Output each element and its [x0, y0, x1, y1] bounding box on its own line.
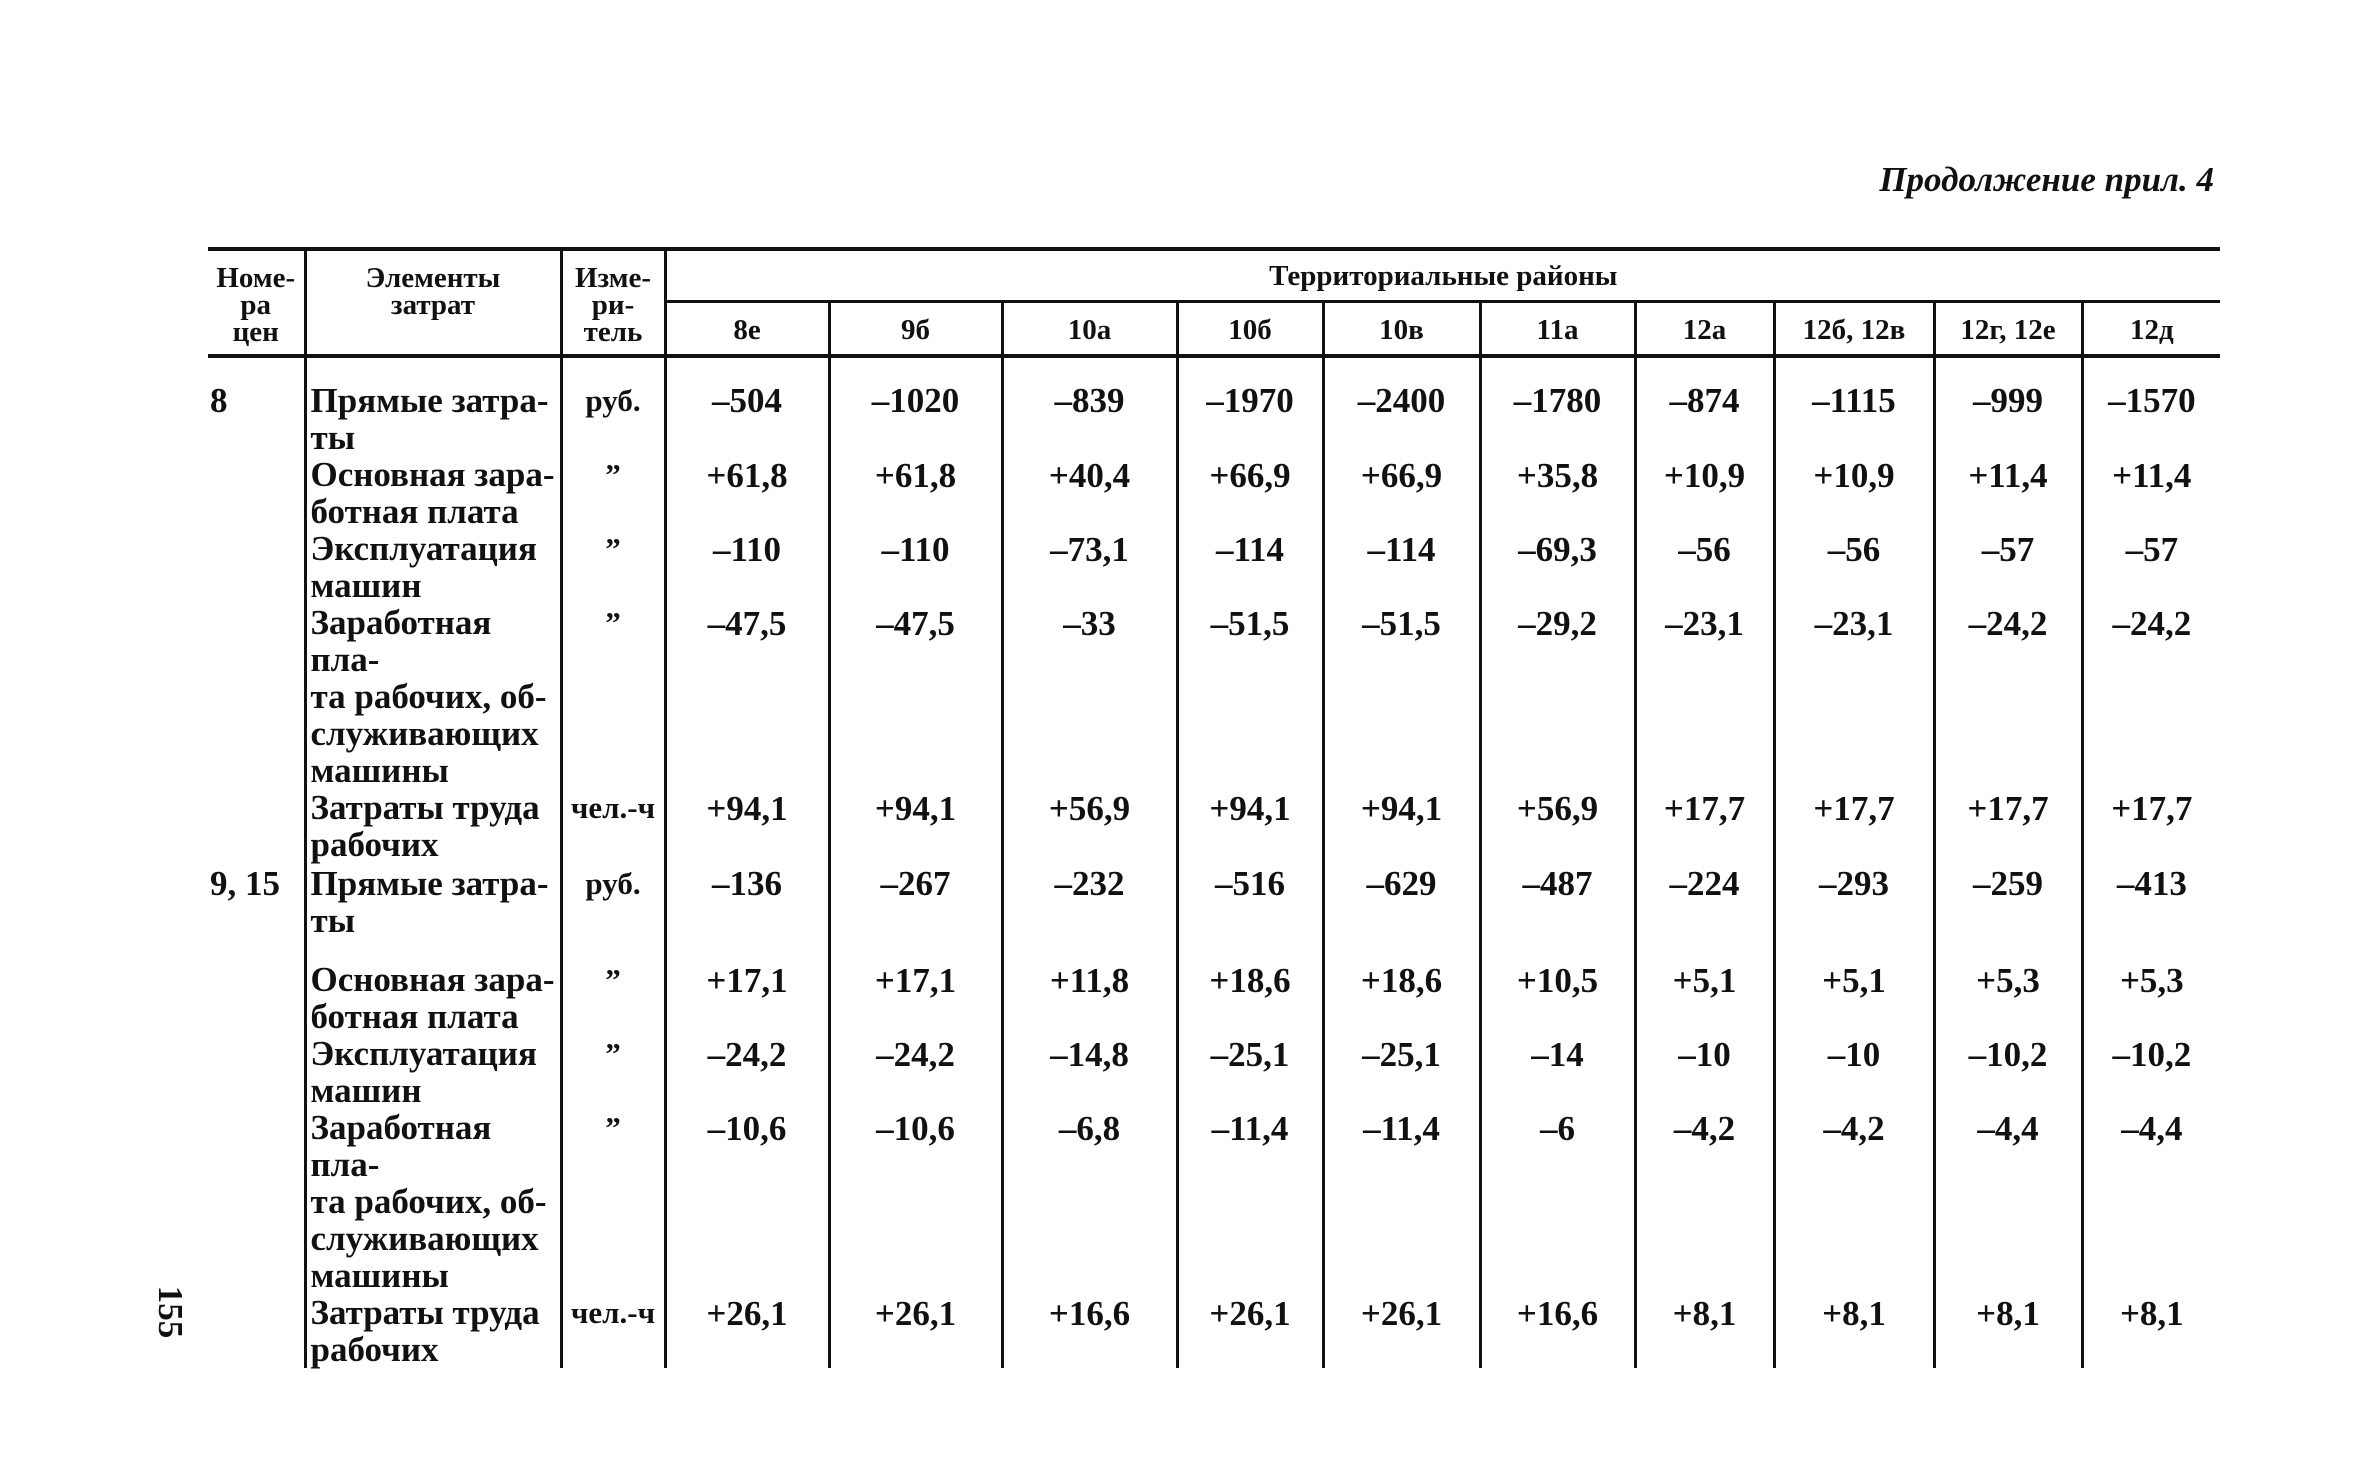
value-cell: –23,1 [1635, 604, 1774, 789]
value-cell: +10,9 [1774, 456, 1934, 530]
spacer-cell [1774, 356, 1934, 380]
value-cell: –2400 [1323, 380, 1480, 456]
value-cell: –51,5 [1323, 604, 1480, 789]
table-row [208, 789, 2220, 863]
value-cell: –29,2 [1480, 604, 1635, 789]
header-price-number: Номе- ра цен [208, 249, 305, 356]
value-cell: +11,4 [2082, 456, 2220, 530]
table-row [208, 530, 2220, 604]
table-row [208, 456, 2220, 530]
value-cell: +17,1 [665, 961, 829, 1035]
value-cell: –6 [1480, 1109, 1635, 1294]
value-cell: –293 [1774, 863, 1934, 961]
value-cell: +94,1 [1323, 789, 1480, 863]
value-cell: –14,8 [1002, 1035, 1177, 1109]
spacer-cell [208, 356, 305, 380]
cost-element-cell: Прямые затра- ты [305, 863, 561, 961]
spacer-cell [1323, 356, 1480, 380]
value-cell: +66,9 [1177, 456, 1323, 530]
unit-cell: ” [561, 1035, 665, 1109]
header-district: 12а [1635, 302, 1774, 357]
value-cell: –24,2 [829, 1035, 1002, 1109]
value-cell: –487 [1480, 863, 1635, 961]
unit-cell: чел.-ч [561, 1294, 665, 1368]
table-row [208, 1294, 2220, 1368]
value-cell: –24,2 [2082, 604, 2220, 789]
cost-element-cell: Затраты труда рабочих [305, 789, 561, 863]
value-cell: –69,3 [1480, 530, 1635, 604]
page-number: 155 [151, 1285, 190, 1339]
value-cell: –4,2 [1635, 1109, 1774, 1294]
header-district: 10а [1002, 302, 1177, 357]
value-cell: –11,4 [1177, 1109, 1323, 1294]
value-cell: –224 [1635, 863, 1774, 961]
value-cell: –259 [1934, 863, 2082, 961]
header-cost-elements: Элементы затрат [305, 249, 561, 356]
cost-element-cell: Затраты труда рабочих [305, 1294, 561, 1368]
value-cell: +5,3 [1934, 961, 2082, 1035]
value-cell: –47,5 [829, 604, 1002, 789]
header-district: 12д [2082, 302, 2220, 357]
spacer-cell [305, 356, 561, 380]
value-cell: +26,1 [1177, 1294, 1323, 1368]
value-cell: +11,8 [1002, 961, 1177, 1035]
value-cell: –10,6 [665, 1109, 829, 1294]
value-cell: –136 [665, 863, 829, 961]
cost-table [208, 247, 2220, 1368]
value-cell: –1780 [1480, 380, 1635, 456]
unit-cell: чел.-ч [561, 789, 665, 863]
value-cell: +5,1 [1635, 961, 1774, 1035]
value-cell: –56 [1774, 530, 1934, 604]
spacer-cell [561, 356, 665, 380]
value-cell: –232 [1002, 863, 1177, 961]
value-cell: +10,9 [1635, 456, 1774, 530]
price-number-cell: 9, 15 [210, 864, 280, 903]
table-caption: Продолжение прил. 4 [1879, 160, 2214, 199]
value-cell: +16,6 [1480, 1294, 1635, 1368]
price-number-cell [208, 530, 305, 604]
table-row [208, 863, 2220, 961]
value-cell: +16,6 [1002, 1294, 1177, 1368]
value-cell: +26,1 [1323, 1294, 1480, 1368]
unit-cell: руб. [561, 863, 665, 961]
spacer-cell [1934, 356, 2082, 380]
value-cell: +17,7 [2082, 789, 2220, 863]
header-district: 8е [665, 302, 829, 357]
value-cell: –999 [1934, 380, 2082, 456]
value-cell: +17,7 [1774, 789, 1934, 863]
value-cell: +5,3 [2082, 961, 2220, 1035]
spacer-cell [829, 356, 1002, 380]
value-cell: –6,8 [1002, 1109, 1177, 1294]
value-cell: +56,9 [1480, 789, 1635, 863]
header-district: 10в [1323, 302, 1480, 357]
unit-cell: ” [561, 604, 665, 789]
spacer-cell [665, 356, 829, 380]
value-cell: –14 [1480, 1035, 1635, 1109]
unit-cell: ” [561, 530, 665, 604]
value-cell: –10 [1635, 1035, 1774, 1109]
value-cell: –25,1 [1323, 1035, 1480, 1109]
value-cell: +26,1 [665, 1294, 829, 1368]
value-cell: +40,4 [1002, 456, 1177, 530]
value-cell: –874 [1635, 380, 1774, 456]
value-cell: +17,1 [829, 961, 1002, 1035]
value-cell: +94,1 [829, 789, 1002, 863]
value-cell: –10 [1774, 1035, 1934, 1109]
price-number-cell [208, 1109, 305, 1294]
value-cell: +5,1 [1774, 961, 1934, 1035]
value-cell: –4,4 [1934, 1109, 2082, 1294]
spacer-cell [1002, 356, 1177, 380]
header-district: 12б, 12в [1774, 302, 1934, 357]
value-cell: –1970 [1177, 380, 1323, 456]
value-cell: –114 [1323, 530, 1480, 604]
cost-element-cell: Эксплуатация машин [305, 1035, 561, 1109]
value-cell: –47,5 [665, 604, 829, 789]
cost-element-cell: Основная зара- ботная плата [305, 961, 561, 1035]
value-cell: –11,4 [1323, 1109, 1480, 1294]
value-cell: +8,1 [1934, 1294, 2082, 1368]
value-cell: +8,1 [1774, 1294, 1934, 1368]
spacer-cell [1480, 356, 1635, 380]
price-number-cell [208, 1294, 305, 1368]
header-district: 9б [829, 302, 1002, 357]
value-cell: +61,8 [829, 456, 1002, 530]
header-district: 10б [1177, 302, 1323, 357]
value-cell: –51,5 [1177, 604, 1323, 789]
price-number-cell [208, 961, 305, 1035]
value-cell: +11,4 [1934, 456, 2082, 530]
value-cell: +17,7 [1934, 789, 2082, 863]
value-cell: –110 [665, 530, 829, 604]
value-cell: +26,1 [829, 1294, 1002, 1368]
value-cell: –10,2 [1934, 1035, 2082, 1109]
spacer-cell [1177, 356, 1323, 380]
cost-element-cell: Заработная пла- та рабочих, об- служивающих машины [305, 1109, 561, 1294]
value-cell: –25,1 [1177, 1035, 1323, 1109]
value-cell: +10,5 [1480, 961, 1635, 1035]
value-cell: +17,7 [1635, 789, 1774, 863]
header-unit: Изме- ри- тель [561, 249, 665, 356]
spacer-cell [2082, 356, 2220, 380]
value-cell: –1020 [829, 380, 1002, 456]
value-cell: –33 [1002, 604, 1177, 789]
value-cell: –24,2 [665, 1035, 829, 1109]
value-cell: –413 [2082, 863, 2220, 961]
price-number-cell [208, 604, 305, 789]
value-cell: –516 [1177, 863, 1323, 961]
value-cell: –629 [1323, 863, 1480, 961]
cost-element-cell: Прямые затра- ты [305, 380, 561, 456]
value-cell: –10,2 [2082, 1035, 2220, 1109]
table-row [208, 1109, 2220, 1294]
price-number-cell: 8 [210, 381, 228, 420]
price-number-cell [208, 1035, 305, 1109]
value-cell: +94,1 [665, 789, 829, 863]
spacer-cell [1635, 356, 1774, 380]
value-cell: –110 [829, 530, 1002, 604]
table-row [208, 604, 2220, 789]
value-cell: –504 [665, 380, 829, 456]
price-number-cell [208, 789, 305, 863]
value-cell: –4,4 [2082, 1109, 2220, 1294]
unit-cell: руб. [561, 380, 665, 456]
value-cell: +61,8 [665, 456, 829, 530]
unit-cell: ” [561, 1109, 665, 1294]
value-cell: –114 [1177, 530, 1323, 604]
value-cell: +94,1 [1177, 789, 1323, 863]
value-cell: –4,2 [1774, 1109, 1934, 1294]
value-cell: –57 [2082, 530, 2220, 604]
cost-element-cell: Эксплуатация машин [305, 530, 561, 604]
value-cell: +18,6 [1177, 961, 1323, 1035]
value-cell: +8,1 [1635, 1294, 1774, 1368]
unit-cell: ” [561, 456, 665, 530]
value-cell: –56 [1635, 530, 1774, 604]
value-cell: –839 [1002, 380, 1177, 456]
table-row [208, 961, 2220, 1035]
value-cell: –23,1 [1774, 604, 1934, 789]
header-district: 12г, 12е [1934, 302, 2082, 357]
value-cell: +66,9 [1323, 456, 1480, 530]
header-district: 11а [1480, 302, 1635, 357]
header-territorial-districts: Территориальные районы [665, 249, 2220, 302]
cost-element-cell: Основная зара- ботная плата [305, 456, 561, 530]
value-cell: +8,1 [2082, 1294, 2220, 1368]
unit-cell: ” [561, 961, 665, 1035]
value-cell: –267 [829, 863, 1002, 961]
value-cell: +18,6 [1323, 961, 1480, 1035]
cost-element-cell: Заработная пла- та рабочих, об- служивающих машины [305, 604, 561, 789]
value-cell: –24,2 [1934, 604, 2082, 789]
table-row [208, 1035, 2220, 1109]
table-row [208, 380, 2220, 456]
price-number-cell [208, 456, 305, 530]
value-cell: +56,9 [1002, 789, 1177, 863]
value-cell: –73,1 [1002, 530, 1177, 604]
value-cell: –1115 [1774, 380, 1934, 456]
value-cell: –10,6 [829, 1109, 1002, 1294]
value-cell: +35,8 [1480, 456, 1635, 530]
value-cell: –57 [1934, 530, 2082, 604]
value-cell: –1570 [2082, 380, 2220, 456]
